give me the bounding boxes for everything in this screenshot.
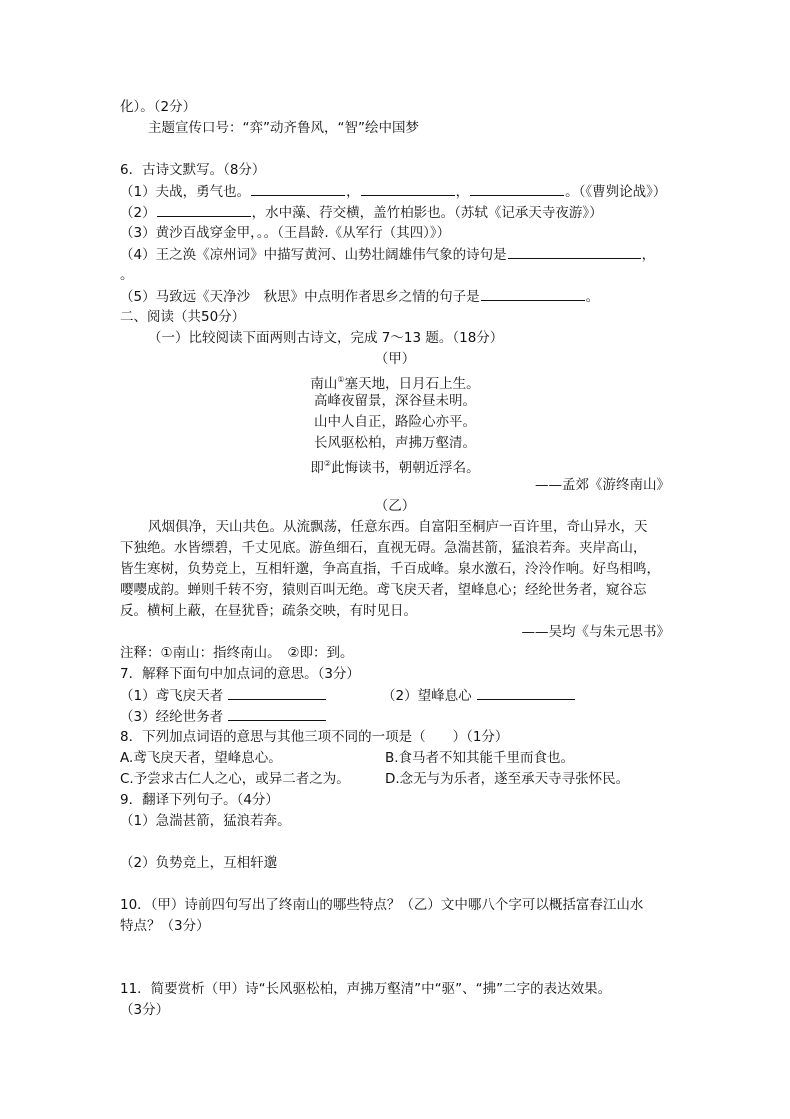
item-text: 。 [585,289,600,305]
poem-line: 长风驱松柏，声拂万壑清。 [314,435,476,451]
item-text: （3）经纶世务者 [120,709,224,725]
footnote-marker: ② [323,459,332,468]
poem-text: 此悔读书，朝朝近浮名。 [331,460,480,476]
question-6-item-4-end: 。 [120,267,134,283]
poem-line: 山中人自正，路险心亦平。 [314,414,476,430]
question-6-item-5 [120,286,599,307]
prose-line: 反。横柯上蔽，在昼犹昏；疏条交映，有时见日。 [120,603,417,619]
poem-line [0,454,790,478]
poem-author: ——孟郊《游终南山》 [535,477,670,493]
poem-text: 即 [310,460,324,476]
poem-label: （甲） [374,351,416,367]
item-text: ， [641,247,656,263]
question-6-item-1 [120,181,666,202]
question-6-item-2 [120,202,603,223]
annotation-note: 注释：①南山：指终南山。 ②即：到。 [120,645,354,661]
question-6-item-3: （3）黄沙百战穿金甲，。。（王昌龄.《从军行（其四）》） [120,225,451,241]
poem-line: 高峰夜留景，深谷昼未明。 [314,393,476,409]
theme-slogan: 主题宣传口号：“弈”动齐鲁风，“智”绘中国梦 [148,120,419,136]
question-9-item-1: （1）急湍甚箭，猛浪若奔。 [120,813,291,829]
question-11-cont: （3分） [120,1002,170,1018]
item-text: （1）鸢飞戾天者 [120,688,224,704]
item-text: ， [455,184,470,200]
prose-line: 风烟俱净，天山共色。从流飘荡，任意东西。自富阳至桐庐一百许里，奇山异水，天 [148,519,648,535]
text-line: 化）。（2分） [120,99,197,115]
item-text: （1）夫战，勇气也。 [120,184,251,200]
prose-line: 嘤嘤成韵。蝉则千转不穷，猿则百叫无绝。鸢飞戾天者，望峰息心；经纶世务者，窥谷忘 [120,582,647,598]
item-text: （2） [120,205,156,221]
answer-blank[interactable] [470,181,564,196]
option-c[interactable]: C.予尝求古仁人之心，或异二者之为。 [120,771,350,787]
prose-label: （乙） [374,498,416,514]
question-11: 11．简要赏析（甲）诗“长风驱松柏，声拂万壑清”中“驱”、“拂”二字的表达效果。 [120,981,612,997]
footnote-marker: ① [337,375,345,384]
poem-text: 塞天地，日月石上生。 [344,376,480,392]
prose-line: 下独绝。水皆缥碧，千丈见底。游鱼细石，直视无碍。急湍甚箭，猛浪若奔。夹岸高山， [120,540,647,556]
option-d[interactable]: D.念无与为乐者，遂至承天寺寻张怀民。 [385,771,630,787]
part-2-title: 二、阅读（共50分） [120,309,246,325]
question-9-title: 9．翻译下列句子。（4分） [120,792,279,808]
answer-blank[interactable] [228,706,326,721]
prose-line: 皆生寒树，负势竞上，互相轩邈，争高直指，千百成峰。泉水激石，泠泠作响。好鸟相鸣， [120,561,660,577]
question-7-item-3 [120,706,327,727]
question-7-item-2 [382,685,576,706]
option-a[interactable]: A.鸢飞戾天者，望峰息心。 [120,750,282,766]
answer-blank[interactable] [361,181,455,196]
answer-blank[interactable] [481,286,585,301]
answer-blank[interactable] [477,685,575,700]
answer-blank[interactable] [157,202,251,217]
prose-author: ——吴均《与朱元思书》 [521,624,670,640]
item-text: ，水中藻、荇交横，盖竹柏影也。（苏轼《记承天寺夜游》） [251,205,603,221]
answer-blank[interactable] [251,181,345,196]
question-6-title: 6．古诗文默写。（8分） [120,162,266,178]
poem-text: 南山 [310,376,338,392]
item-text: 。（《曹刿论战》） [565,184,667,200]
item-text: （5）马致远《天净沙 秋思》中点明作者思乡之情的句子是 [120,289,480,305]
reading-intro: （一）比较阅读下面两则古诗文，完成 7～13 题。（18分） [148,330,504,346]
question-7-title: 7．解释下面句中加点词的意思。（3分） [120,666,360,682]
option-b[interactable]: B.食马者不知其能千里而食也。 [385,750,575,766]
item-text: （2）望峰息心 [382,688,472,704]
question-8-title: 8．下列加点词语的意思与其他三项不同的一项是（ ）（1分） [120,729,509,745]
question-10: 10．（甲）诗前四句写出了终南山的哪些特点？（乙）文中哪八个字可以概括富春江山水 [120,897,644,913]
item-text: ， [346,184,360,200]
question-10-cont: 特点？（3分） [120,918,210,934]
question-9-item-2: （2）负势竞上，互相轩邈 [120,855,278,871]
answer-blank[interactable] [228,685,326,700]
question-6-item-4 [120,244,655,265]
answer-blank[interactable] [508,244,641,259]
item-text: （4）王之涣《凉州词》中描写黄河、山势壮阔雄伟气象的诗句是 [120,247,507,263]
question-7-item-1 [120,685,327,706]
